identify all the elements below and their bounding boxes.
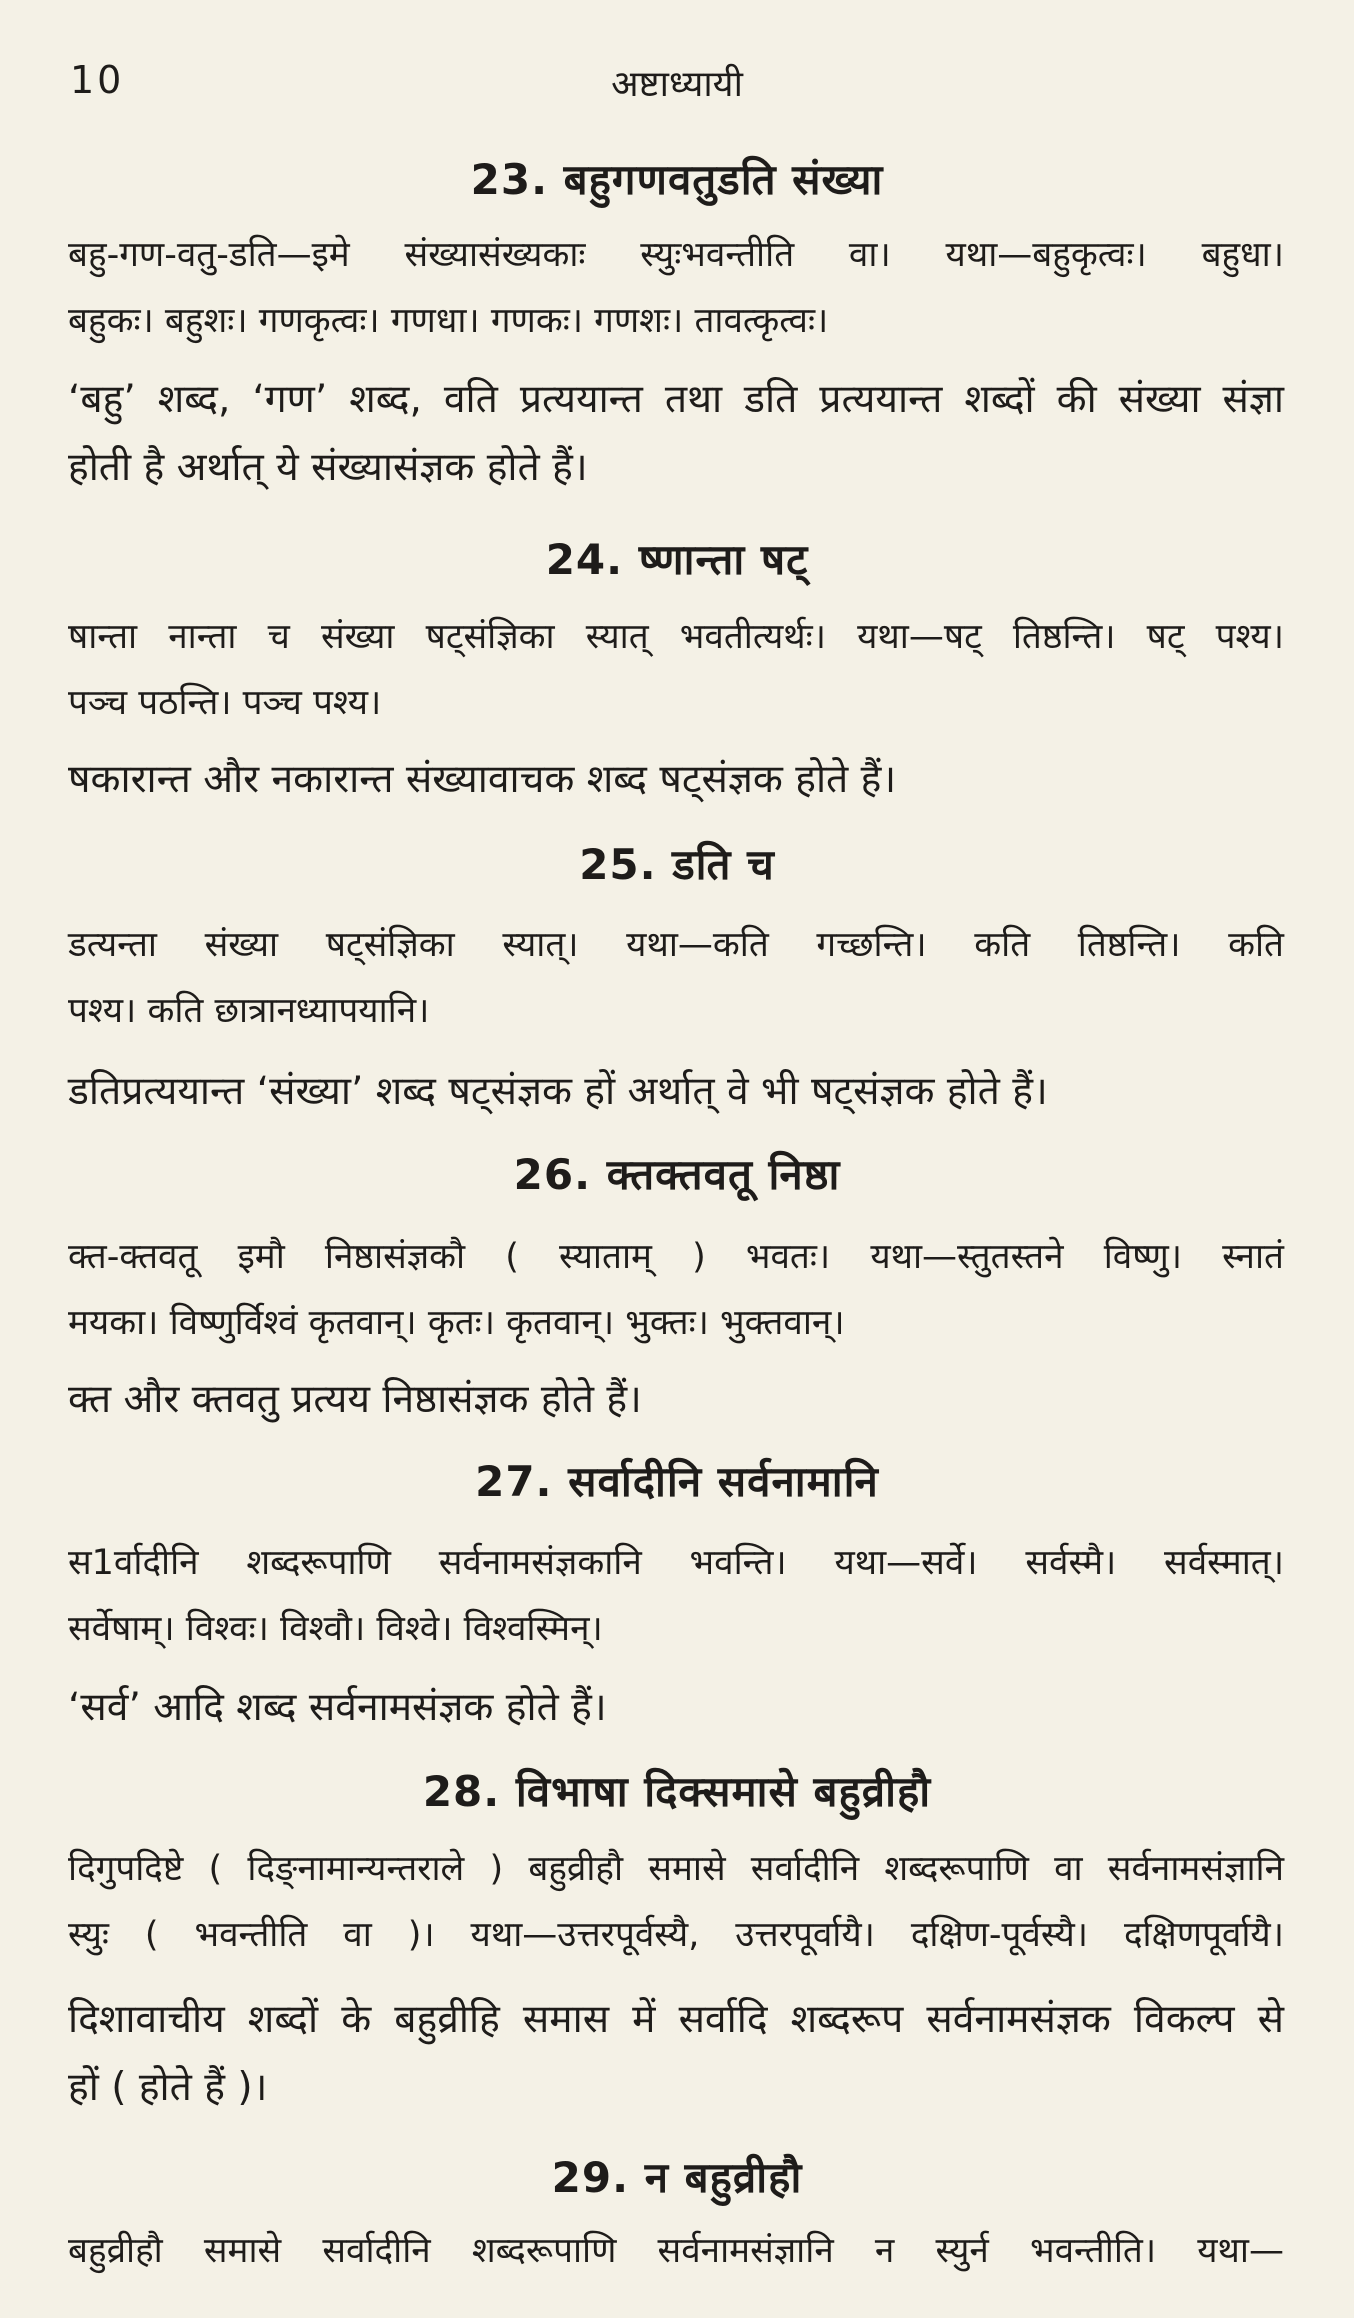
sutra-heading-28: 28. विभाषा दिक्समासे बहुव्रीहौ — [422, 1767, 932, 1816]
text-line: ‘बहु’ शब्द, ‘गण’ शब्द, वति प्रत्ययान्त तथा डति प्रत्ययान्त शब्दों की संख्या संज्ञा — [68, 377, 1284, 422]
text-line: डत्यन्ता संख्या षट्संज्ञिका स्यात्। यथा—कति गच्छन्ति। कति तिष्ठन्ति। कति — [68, 925, 1284, 965]
text-line: बहुकः। बहुशः। गणकृत्वः। गणधा। गणकः। गणशः। तावत्कृत्वः। — [68, 301, 829, 341]
hindi-explanation-26 — [68, 1366, 1284, 1434]
sanskrit-commentary-27 — [68, 1530, 1284, 1662]
text-line: दिगुपदिष्टे ( दिङ्नामान्यन्तराले ) बहुव्रीहौ समासे सर्वादीनि शब्दरूपाणि वा सर्वनामसंज्ञानि — [68, 1849, 1284, 1889]
text-line: डतिप्रत्ययान्त ‘संख्या’ शब्द षट्संज्ञक हों अर्थात् वे भी षट्संज्ञक होते हैं। — [68, 1069, 1048, 1114]
sutra-heading-24: 24. ष्णान्ता षट् — [545, 535, 809, 584]
text-line: सर्वेषाम्। विश्वः। विश्वौ। विश्वे। विश्वस्मिन्। — [68, 1609, 603, 1649]
running-title: अष्टाध्यायी — [611, 64, 743, 105]
sanskrit-commentary-24 — [68, 604, 1284, 736]
text-line: ‘सर्व’ आदि शब्द सर्वनामसंज्ञक होते हैं। — [68, 1685, 607, 1730]
text-line: होती है अर्थात् ये संख्यासंज्ञक होते हैं। — [68, 445, 588, 490]
hindi-explanation-25 — [68, 1058, 1284, 1126]
hindi-explanation-27 — [68, 1674, 1284, 1742]
text-line: षकारान्त और नकारान्त संख्यावाचक शब्द षट्संज्ञक होते हैं। — [68, 757, 897, 802]
text-line: क्त और क्तवतु प्रत्यय निष्ठासंज्ञक होते हैं। — [68, 1377, 642, 1422]
sanskrit-commentary-26 — [68, 1224, 1284, 1356]
sutra-heading-25: 25. डति च — [579, 840, 775, 889]
text-line: पश्य। कति छात्रानध्यापयानि। — [68, 991, 430, 1031]
page-number: 10 — [70, 58, 125, 102]
sutra-heading-29: 29. न बहुव्रीहौ — [551, 2153, 803, 2202]
text-line: दिशावाचीय शब्दों के बहुव्रीहि समास में सर्वादि शब्दरूप सर्वनामसंज्ञक विकल्प से — [68, 1997, 1284, 2042]
sanskrit-commentary-28 — [68, 1836, 1284, 1968]
page-header — [70, 58, 1284, 108]
text-line: हों ( होते हैं )। — [68, 2065, 268, 2110]
sanskrit-commentary-25 — [68, 912, 1284, 1044]
sanskrit-commentary-23 — [68, 222, 1284, 354]
text-line: क्त-क्तवतू इमौ निष्ठासंज्ञकौ ( स्याताम् ) भवतः। यथा—स्तुतस्तने विष्णु। स्नातं — [68, 1237, 1284, 1277]
text-line: मयका। विष्णुर्विश्वं कृतवान्। कृतः। कृतवान्। भुक्तः। भुक्तवान्। — [68, 1303, 845, 1343]
hindi-explanation-28 — [68, 1986, 1284, 2122]
sanskrit-commentary-29 — [68, 2218, 1284, 2284]
hindi-explanation-24 — [68, 746, 1284, 814]
text-line: षान्ता नान्ता च संख्या षट्संज्ञिका स्यात् भवतीत्यर्थः। यथा—षट् तिष्ठन्ति। षट् पश्य। — [68, 617, 1284, 657]
text-line: पञ्च पठन्ति। पञ्च पश्य। — [68, 683, 382, 723]
text-line: बहु-गण-वतु-डति—इमे संख्यासंख्यकाः स्युःभवन्तीति वा। यथा—बहुकृत्वः। बहुधा। — [68, 235, 1284, 275]
hindi-explanation-23 — [68, 366, 1284, 502]
text-line: बहुव्रीहौ समासे सर्वादीनि शब्दरूपाणि सर्वनामसंज्ञानि न स्युर्न भवन्तीति। यथा— — [68, 2231, 1284, 2271]
sutra-heading-26: 26. क्तक्तवतू निष्ठा — [513, 1150, 841, 1199]
text-line: स1र्वादीनि शब्दरूपाणि सर्वनामसंज्ञकानि भवन्ति। यथा—सर्वे। सर्वस्मै। सर्वस्मात्। — [68, 1543, 1284, 1583]
sutra-heading-23: 23. बहुगणवतुडति संख्या — [470, 155, 884, 204]
text-line: स्युः ( भवन्तीति वा )। यथा—उत्तरपूर्वस्यै, उत्तरपूर्वायै। दक्षिण-पूर्वस्यै। दक्षिणपूर्वायै। — [68, 1915, 1284, 1955]
sutra-heading-27: 27. सर्वादीनि सर्वनामानि — [475, 1457, 879, 1506]
